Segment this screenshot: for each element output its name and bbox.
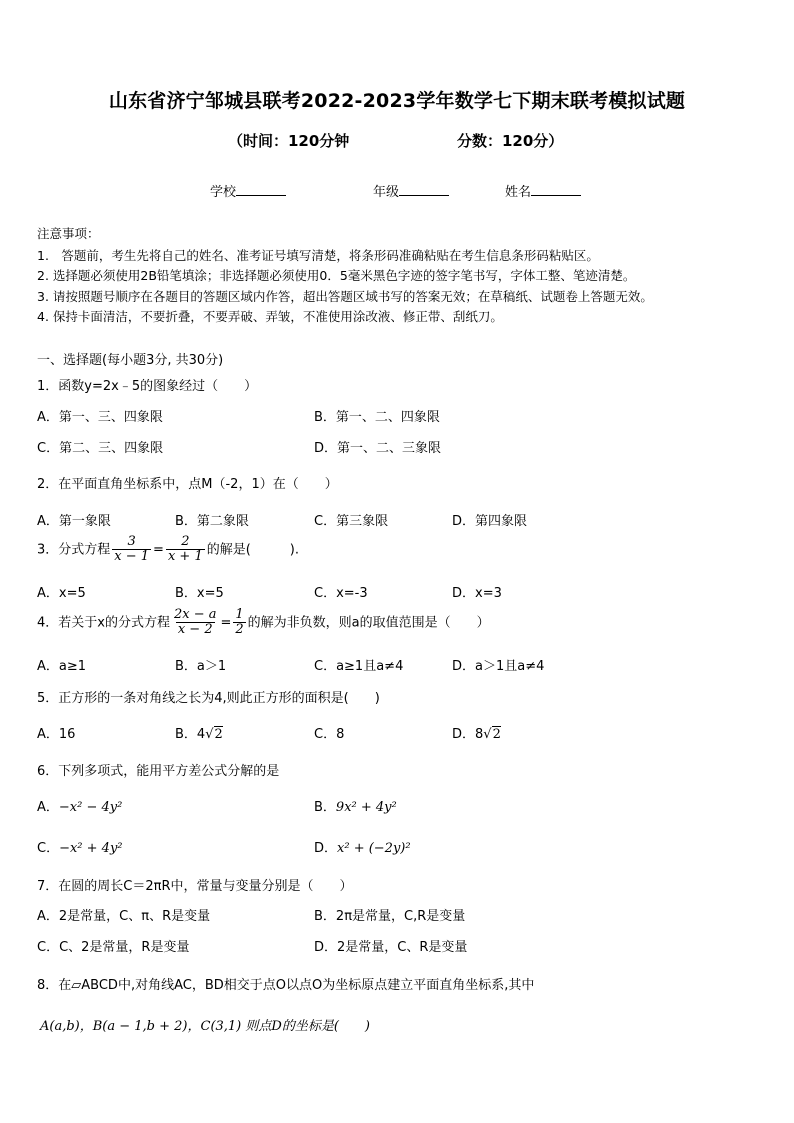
q5-b-radicand: 2 [214,727,223,742]
q4-f2-numerator: 1 [235,607,244,622]
question-1: 1．函数y=2x﹣5的图象经过（ ） [37,379,258,394]
q7-option-b: B．2π是常量，C,R是变量 [314,909,466,924]
name-field [505,181,581,200]
q4-option-b: B．a＞1 [175,659,227,674]
q6-c-expr: −x² + 4y² [59,841,123,856]
q4-prefix: 4．若关于x的分式方程 [37,615,170,631]
q3-prefix: 3．分式方程 [37,542,111,558]
q3-suffix: 的解是( ). [206,542,299,558]
q3-option-b: B．x=5 [175,586,224,601]
q6-a-expr: −x² − 4y² [58,800,123,815]
q3-fraction-right [166,535,205,565]
q6-option-d [314,837,411,856]
q3-f2-denominator: x + 1 [167,549,203,565]
q6-b-expr: 9x² + 4y² [335,800,397,815]
exam-time: （时间：120分钟 [228,132,350,150]
note-item: 1. 答题前，考生先将自己的姓名、准考证号填写清楚，将条形码准确粘贴在考生信息条形码粘贴区。 [37,248,599,263]
q3-fraction-left [112,535,151,565]
q4-fraction-left [172,608,219,638]
question-2: 2．在平面直角坐标系中，点M（-2，1）在（ ） [37,477,338,492]
q6-d-expr: x² + (−2y)² [337,841,411,856]
section-heading: 一、选择题(每小题3分, 共30分) [37,353,224,368]
question-7: 7．在圆的周长C＝2πR中，常量与变量分别是（ ） [37,879,353,894]
q6-a-label: A． [37,800,59,815]
q4-option-d: D．a＞1且a≠4 [452,659,545,674]
q7-option-d: D．2是常量，C、R是变量 [314,940,468,955]
q3-f1-numerator: 3 [127,534,136,549]
question-8-line-2: A(a,b)，B(a − 1,b + 2)，C(3,1) 则点D的坐标是( ) [40,1019,370,1034]
school-field [210,181,286,200]
grade-field [373,181,449,200]
note-item: 4. 保持卡面清洁，不要折叠，不要弄破、弄皱，不准使用涂改液、修正带、刮纸刀。 [37,309,503,324]
q5-d-radicand: 2 [492,727,501,742]
q3-option-d: D．x=3 [452,586,502,601]
q4-equals: = [220,615,232,631]
question-6: 6．下列多项式，能用平方差公式分解的是 [37,764,280,779]
q7-option-c: C．C、2是常量，R是变量 [37,940,190,955]
q6-option-b [314,796,397,815]
q6-c-label: C． [37,841,60,856]
q3-f2-numerator: 2 [181,534,190,549]
grade-blank [399,183,449,196]
q3-option-c: C．x=-3 [314,586,368,601]
q5-option-d [452,723,501,742]
q1-option-c: C．第二、三、四象限 [37,441,164,456]
q1-option-a: A．第一、三、四象限 [37,410,163,425]
name-label: 姓名 [505,185,532,200]
q1-option-d: D．第一、二、三象限 [314,441,442,456]
school-blank [236,183,286,196]
q3-option-a: A．x=5 [37,586,86,601]
q5-b-label: B．4 [175,727,206,742]
q4-f1-denominator: x − 2 [177,622,213,638]
exam-score: 分数：120分） [457,132,564,150]
grade-label: 年级 [373,185,400,200]
page-title: 山东省济宁邹城县联考2022-2023学年数学七下期末联考模拟试题 [108,90,686,112]
radical-icon: √ [483,727,492,742]
question-8: 8．在▱ABCD中,对角线AC，BD相交于点O以点O为坐标原点建立平面直角坐标系,其中 [37,978,535,993]
radical-icon: √ [205,727,214,742]
q6-option-a [37,796,122,815]
q5-option-b [175,723,223,742]
question-5: 5．正方形的一条对角线之长为4,则此正方形的面积是( ) [37,691,380,706]
question-4 [37,608,490,638]
name-blank [531,183,581,196]
q2-option-b: B．第二象限 [175,514,249,529]
note-item: 3. 请按照题号顺序在各题目的答题区域内作答，超出答题区域书写的答案无效；在草稿纸、试题卷上答题无效。 [37,289,653,304]
q5-d-label: D．8 [452,727,484,742]
q6-b-label: B． [314,800,336,815]
q4-fraction-right [233,608,245,638]
q6-d-label: D． [314,841,338,856]
school-label: 学校 [210,185,237,200]
q2-option-a: A．第一象限 [37,514,111,529]
q6-option-c [37,837,123,856]
q2-option-c: C．第三象限 [314,514,389,529]
q1-option-b: B．第一、二、四象限 [314,410,440,425]
q4-option-a: A．a≥1 [37,659,87,674]
q4-f1-numerator: 2x − a [173,607,217,622]
q2-option-d: D．第四象限 [452,514,528,529]
q3-f1-denominator: x − 1 [114,549,150,565]
q4-suffix: 的解为非负数，则a的取值范围是（ ） [247,615,490,631]
q7-option-a: A．2是常量，C、π、R是变量 [37,909,211,924]
q3-equals: = [153,542,164,558]
q5-option-a: A．16 [37,727,76,742]
question-3 [37,535,299,565]
q4-option-c: C．a≥1且a≠4 [314,659,404,674]
note-item: 2. 选择题必须使用2B铅笔填涂；非选择题必须使用0．5毫米黑色字迹的签字笔书写，字体工整、笔迹清楚。 [37,268,636,283]
notes-heading: 注意事项： [37,226,100,241]
q4-f2-denominator: 2 [235,622,244,638]
q5-option-c: C．8 [314,727,345,742]
